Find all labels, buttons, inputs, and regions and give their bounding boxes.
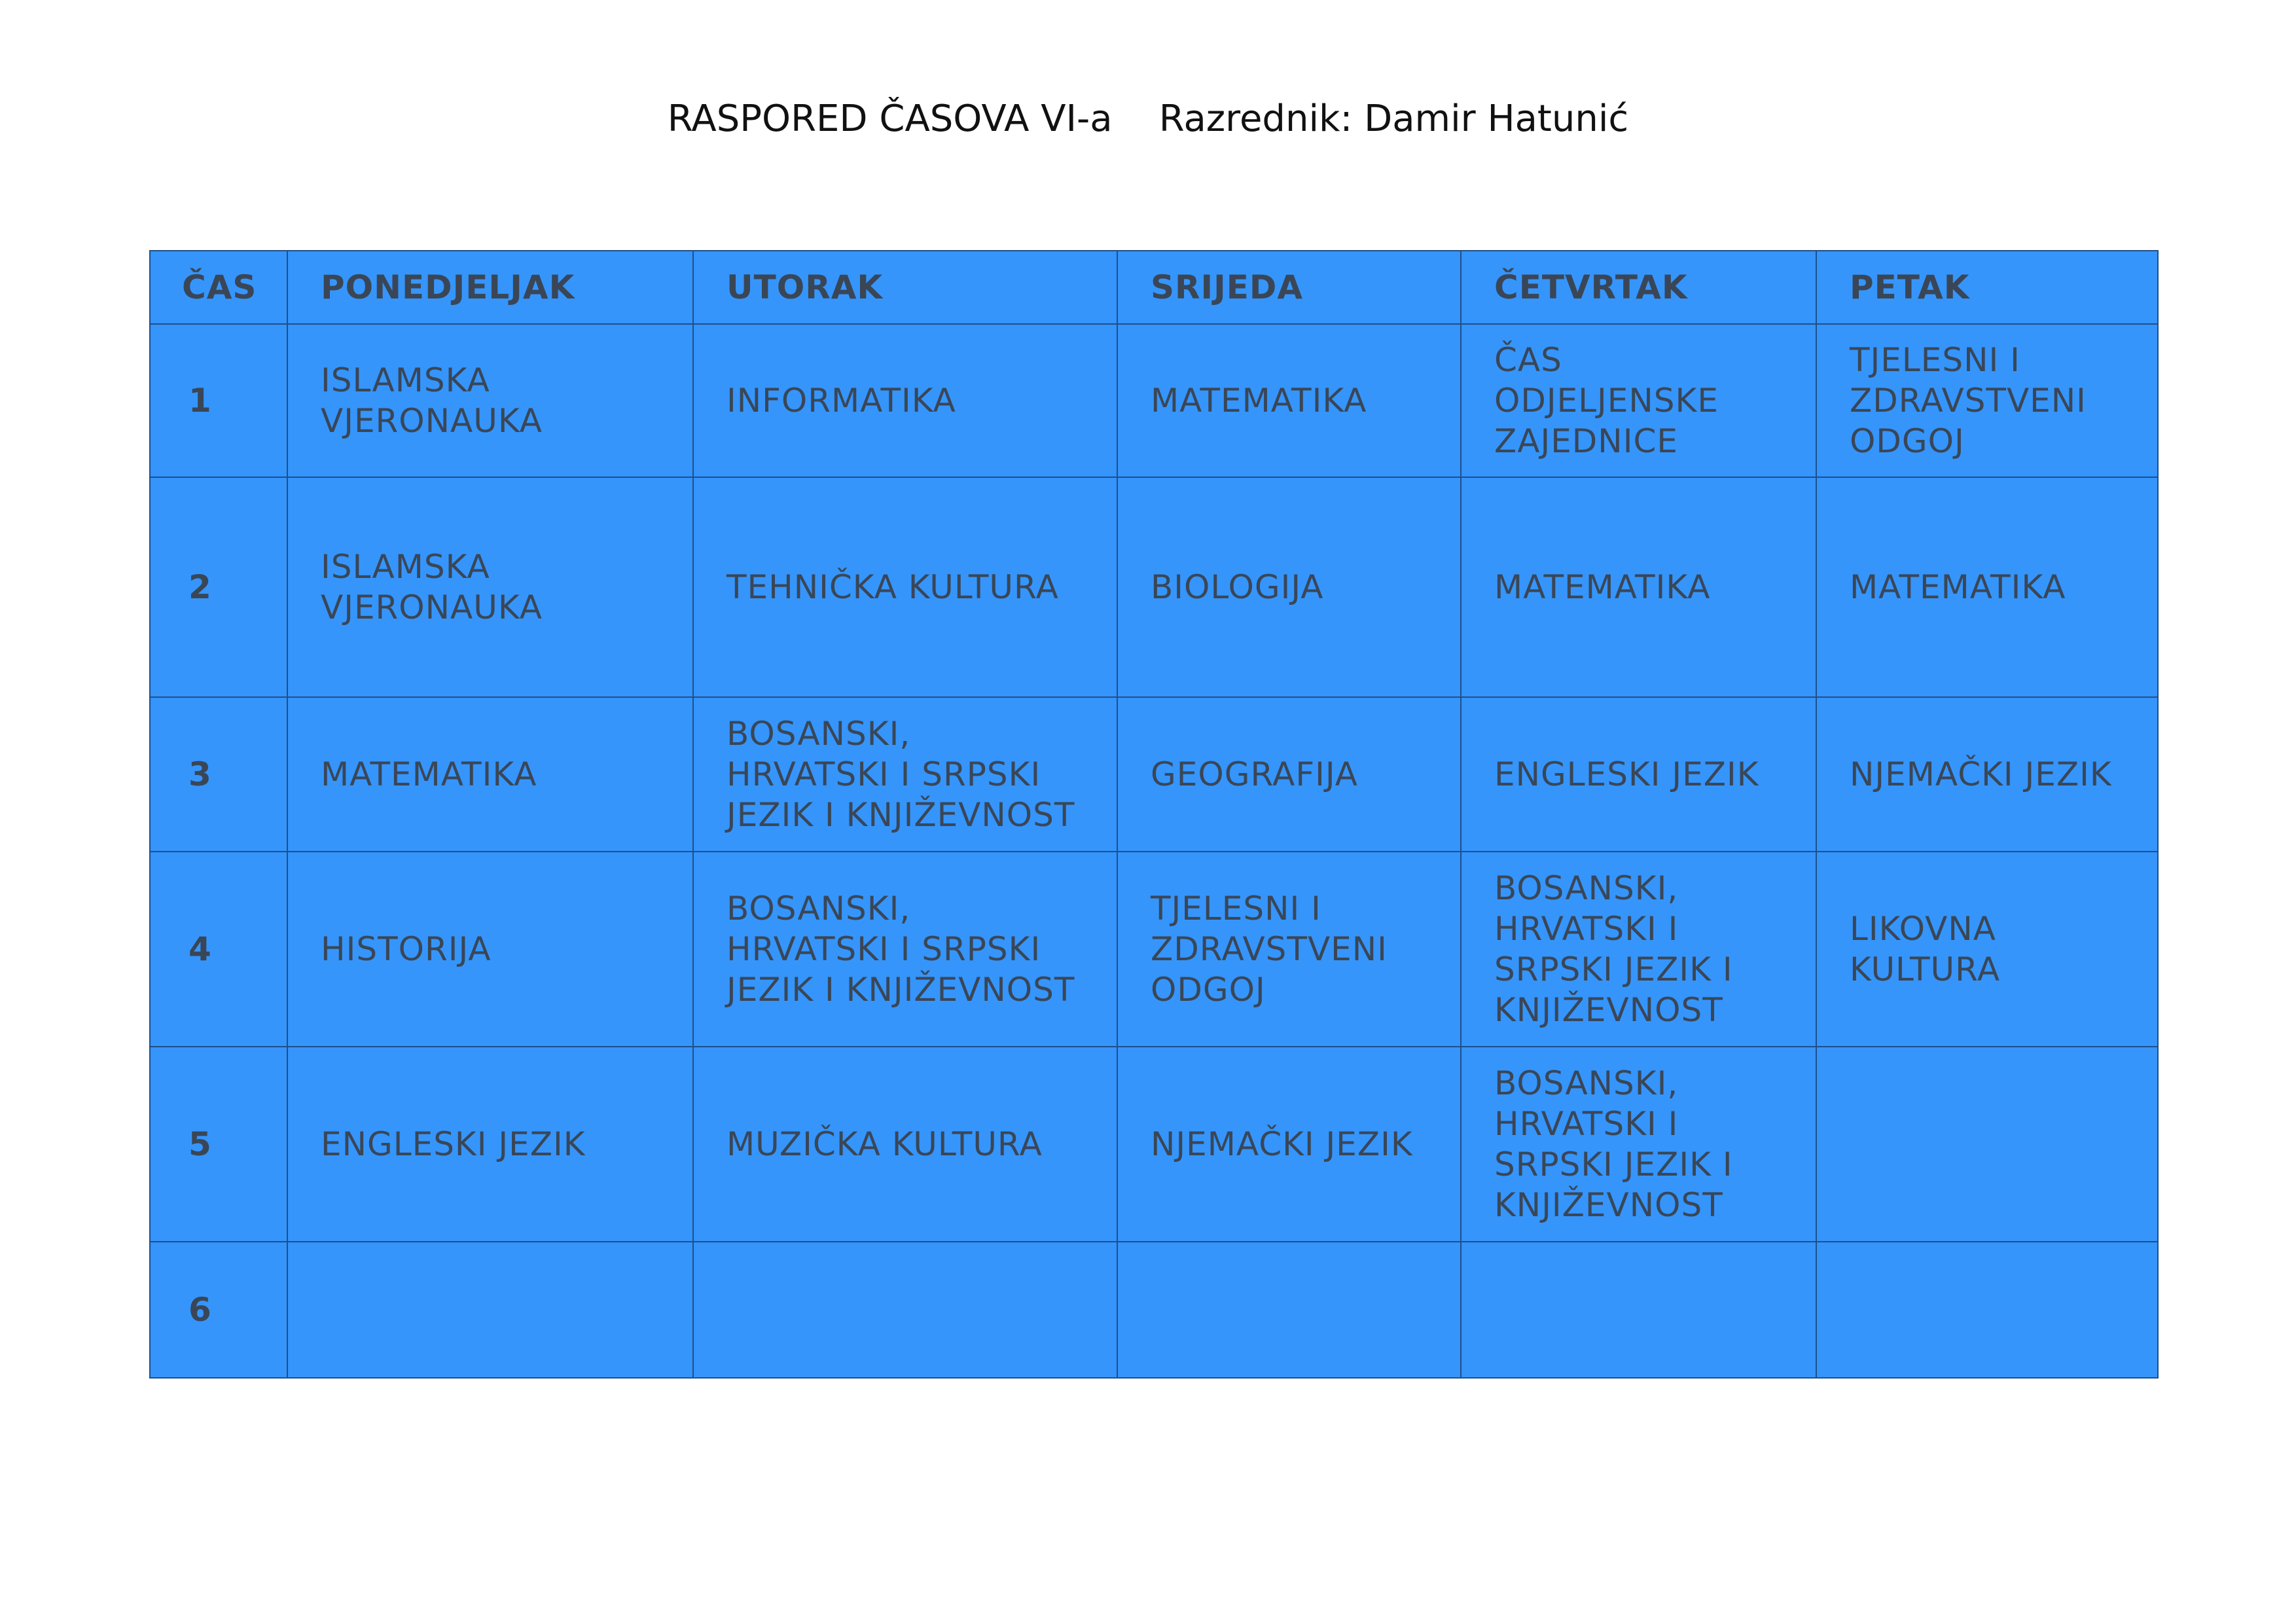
subject-text: SRPSKI JEZIK I — [1494, 1146, 1733, 1183]
subject-text: MATEMATIKA — [1494, 568, 1711, 606]
cell-utorak — [693, 1047, 1117, 1242]
subject-text: VJERONAUKA — [321, 588, 543, 626]
schedule-table — [149, 250, 2159, 1379]
cell-ponedjeljak — [287, 324, 693, 477]
cell-srijeda — [1117, 477, 1461, 697]
cell-petak — [1816, 324, 2158, 477]
cell-utorak — [693, 477, 1117, 697]
subject-text: HISTORIJA — [321, 930, 492, 968]
table-row — [150, 324, 2158, 477]
cell-srijeda — [1117, 852, 1461, 1047]
subject-text: HRVATSKI I — [1494, 910, 1679, 948]
column-header-srijeda: SRIJEDA — [1117, 251, 1461, 324]
cell-utorak — [693, 852, 1117, 1047]
period-number: 1 — [150, 324, 287, 477]
cell-petak — [1816, 697, 2158, 852]
header-row — [150, 251, 2158, 324]
table-row — [150, 697, 2158, 852]
subject-text: BOSANSKI, — [1494, 869, 1679, 907]
subject-text: TJELESNI I — [1151, 890, 1321, 928]
subject-text: HRVATSKI I SRPSKI — [726, 930, 1041, 968]
cell-cetvrtak — [1461, 697, 1816, 852]
period-number: 5 — [150, 1047, 287, 1242]
subject-text: LIKOVNA — [1850, 910, 1996, 948]
cell-srijeda — [1117, 1242, 1461, 1378]
period-number: 6 — [150, 1242, 287, 1378]
cell-srijeda — [1117, 1047, 1461, 1242]
table-row — [150, 852, 2158, 1047]
subject-text: ISLAMSKA — [321, 548, 490, 586]
subject-text: ODJELJENSKE — [1494, 382, 1719, 420]
cell-utorak — [693, 324, 1117, 477]
subject-text: GEOGRAFIJA — [1151, 755, 1358, 793]
table-row — [150, 1047, 2158, 1242]
subject-text: JEZIK I KNJIŽEVNOST — [726, 971, 1075, 1009]
subject-text: ENGLESKI JEZIK — [321, 1125, 586, 1163]
subject-text: TJELESNI I — [1850, 341, 2020, 379]
subject-text: BOSANSKI, — [1494, 1064, 1679, 1102]
subject-text: ZDRAVSTVENI — [1850, 382, 2087, 420]
subject-text: ODGOJ — [1850, 422, 1965, 460]
cell-cetvrtak — [1461, 324, 1816, 477]
subject-text: NJEMAČKI JEZIK — [1151, 1125, 1413, 1163]
subject-text: KULTURA — [1850, 950, 2001, 988]
subject-text: SRPSKI JEZIK I — [1494, 950, 1733, 988]
subject-text: HRVATSKI I — [1494, 1105, 1679, 1143]
table-row — [150, 1242, 2158, 1378]
subject-text: ISLAMSKA — [321, 361, 490, 399]
subject-text: KNJIŽEVNOST — [1494, 1186, 1723, 1224]
subject-text: TEHNIČKA KULTURA — [726, 568, 1059, 606]
subject-text: INFORMATIKA — [726, 382, 956, 420]
cell-cetvrtak — [1461, 477, 1816, 697]
cell-ponedjeljak — [287, 477, 693, 697]
subject-text: NJEMAČKI JEZIK — [1850, 755, 2112, 793]
subject-text: KNJIŽEVNOST — [1494, 991, 1723, 1029]
subject-text: ODGOJ — [1151, 971, 1266, 1009]
cell-srijeda — [1117, 324, 1461, 477]
subject-text: ZDRAVSTVENI — [1151, 930, 1388, 968]
subject-text: ZAJEDNICE — [1494, 422, 1678, 460]
subject-text: MATEMATIKA — [1151, 382, 1367, 420]
subject-text: HRVATSKI I SRPSKI — [726, 755, 1041, 793]
cell-utorak — [693, 697, 1117, 852]
cell-cetvrtak — [1461, 1242, 1816, 1378]
subject-text: ČAS — [1494, 341, 1562, 379]
table-row — [150, 477, 2158, 697]
cell-ponedjeljak — [287, 852, 693, 1047]
column-header-cetvrtak: ČETVRTAK — [1461, 251, 1816, 324]
schedule-body — [150, 324, 2158, 1378]
page-title: RASPORED ČASOVA VI-a Razrednik: Damir Hatunić — [667, 98, 1629, 140]
cell-petak — [1816, 1242, 2158, 1378]
subject-text: BIOLOGIJA — [1151, 568, 1324, 606]
column-header-ponedjeljak: PONEDJELJAK — [287, 251, 693, 324]
subject-text: BOSANSKI, — [726, 890, 911, 928]
subject-text: VJERONAUKA — [321, 402, 543, 440]
period-number: 4 — [150, 852, 287, 1047]
period-number: 3 — [150, 697, 287, 852]
column-header-utorak: UTORAK — [693, 251, 1117, 324]
subject-text: ENGLESKI JEZIK — [1494, 755, 1759, 793]
subject-text: MATEMATIKA — [1850, 568, 2066, 606]
subject-text: BOSANSKI, — [726, 715, 911, 753]
cell-ponedjeljak — [287, 1047, 693, 1242]
subject-text: MUZIČKA KULTURA — [726, 1125, 1043, 1163]
column-header-petak: PETAK — [1816, 251, 2158, 324]
cell-petak — [1816, 1047, 2158, 1242]
cell-ponedjeljak — [287, 1242, 693, 1378]
cell-ponedjeljak — [287, 697, 693, 852]
cell-cetvrtak — [1461, 852, 1816, 1047]
cell-srijeda — [1117, 697, 1461, 852]
subject-text: JEZIK I KNJIŽEVNOST — [726, 796, 1075, 834]
cell-utorak — [693, 1242, 1117, 1378]
period-number: 2 — [150, 477, 287, 697]
cell-petak — [1816, 477, 2158, 697]
subject-text: MATEMATIKA — [321, 755, 537, 793]
column-header-cas: ČAS — [150, 251, 287, 324]
cell-petak — [1816, 852, 2158, 1047]
cell-cetvrtak — [1461, 1047, 1816, 1242]
